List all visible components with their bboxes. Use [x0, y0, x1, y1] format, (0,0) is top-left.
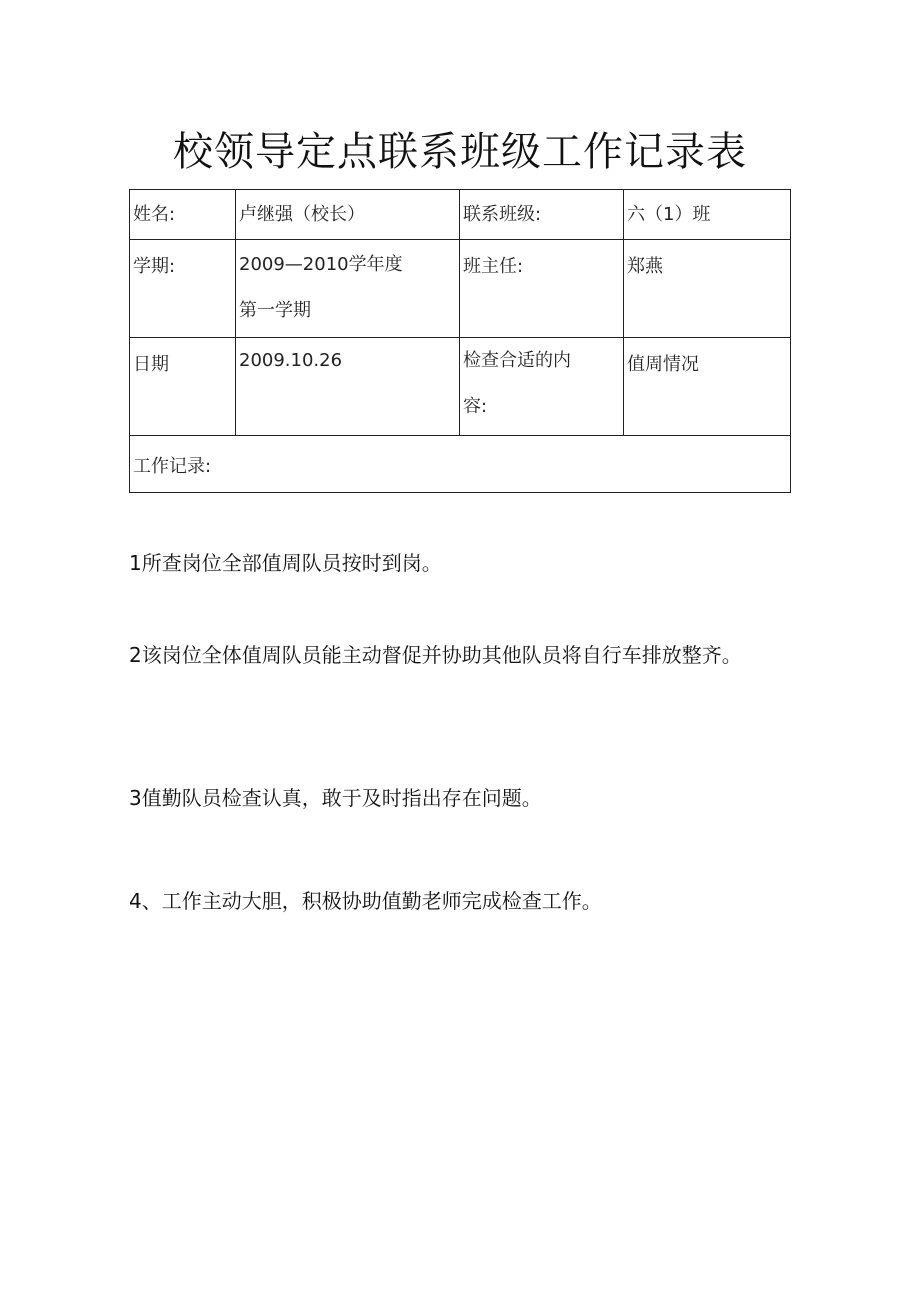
record-item-4: 4、工作主动大胆，积极协助值勤老师完成检查工作。 — [129, 889, 602, 913]
table-row — [130, 190, 791, 240]
record-item-3: 3值勤队员检查认真，敢于及时指出存在问题。 — [129, 786, 542, 810]
record-form-table — [129, 189, 791, 493]
work-record-label: 工作记录: — [133, 456, 212, 477]
table-row — [130, 436, 791, 493]
class-label: 联系班级: — [463, 204, 542, 225]
semester-year: 2009—2010学年度 — [239, 254, 403, 275]
content-label-line1: 检查合适的内 — [463, 350, 571, 371]
date-label: 日期 — [133, 354, 169, 375]
date-label-cell — [130, 338, 236, 436]
work-record-cell — [130, 436, 791, 493]
class-label-cell — [460, 190, 624, 240]
teacher-value-cell — [624, 240, 791, 338]
content-label-cell — [460, 338, 624, 436]
name-label-cell — [130, 190, 236, 240]
record-item-1: 1所查岗位全部值周队员按时到岗。 — [129, 551, 442, 575]
teacher-label: 班主任: — [463, 256, 524, 277]
semester-label: 学期: — [133, 256, 176, 277]
content-value: 值周情况 — [627, 354, 699, 375]
date-value: 2009.10.26 — [239, 350, 343, 371]
semester-value-cell — [236, 240, 460, 338]
class-value: 六（1）班 — [627, 204, 711, 225]
teacher-label-cell — [460, 240, 624, 338]
name-value-cell — [236, 190, 460, 240]
table-row — [130, 240, 791, 338]
date-value-cell — [236, 338, 460, 436]
content-value-cell — [624, 338, 791, 436]
semester-label-cell — [130, 240, 236, 338]
page-title: 校领导定点联系班级工作记录表 — [173, 129, 747, 175]
semester-term: 第一学期 — [239, 300, 311, 321]
class-value-cell — [624, 190, 791, 240]
record-item-2: 2该岗位全体值周队员能主动督促并协助其他队员将自行车排放整齐。 — [129, 643, 742, 667]
table-row — [130, 338, 791, 436]
name-label: 姓名: — [133, 204, 176, 225]
name-value: 卢继强（校长） — [239, 204, 365, 225]
teacher-value: 郑燕 — [627, 256, 663, 277]
content-label-line2: 容: — [463, 396, 488, 417]
